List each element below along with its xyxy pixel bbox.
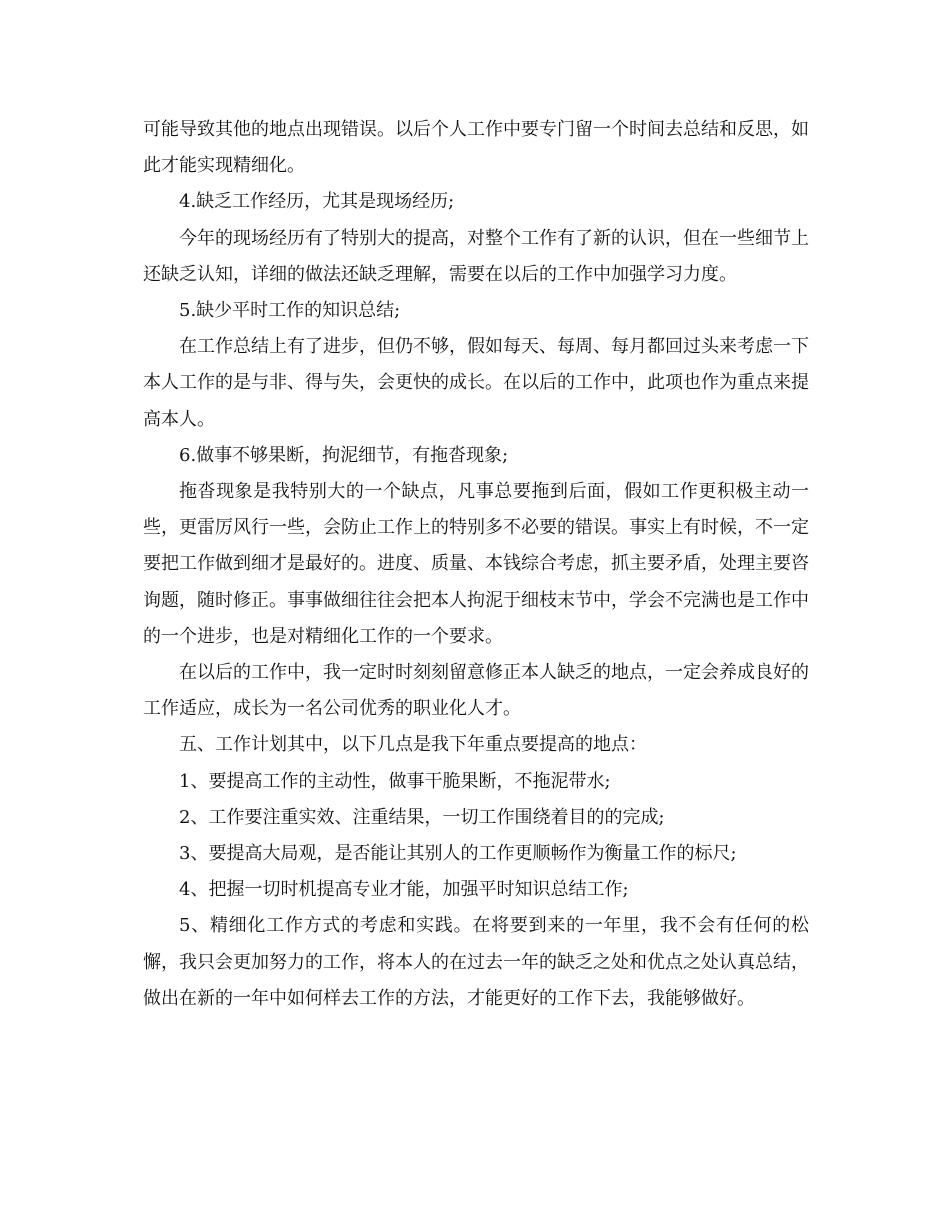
plan-item-4: 4、把握一切时机提高专业才能，加强平时知识总结工作; xyxy=(179,879,629,901)
paragraph-item-5-body: 在工作总结上有了进步，但仍不够，假如每天、每周、每月都回过头来考虑一下本人工作的是与非、得与失，会更快的成长。在以后的工作中，此项也作为重点来提高本人。 xyxy=(143,336,809,430)
plan-item-3: 3、要提高大局观，是否能让其别人的工作更顺畅作为衡量工作的标尺; xyxy=(179,843,737,865)
paragraph-item-6-body: 拖沓现象是我特别大的一个缺点，凡事总要拖到后面，假如工作更积极主动一些，更雷厉风行一些，会防止工作上的特别多不必要的错误。事实上有时候，不一定要把工作做到细才是最好的。进度、质量、本钱综合考虑，抓主要矛盾，处理主要咨询题，随时修正。事事做细往往会把本人拘泥于细枝末节中，学会不完满也是工作中的一个进步，也是对精细化工作的一个要求。 xyxy=(143,481,809,647)
plan-item-1: 1、要提高工作的主动性，做事干脆果断，不拖泥带水; xyxy=(179,770,611,792)
section-heading-work-plan: 五、工作计划其中，以下几点是我下年重点要提高的地点： xyxy=(179,734,647,756)
plan-item-2: 2、工作要注重实效、注重结果，一切工作围绕着目的的完成; xyxy=(179,806,665,828)
document-page xyxy=(143,112,809,1017)
paragraph-item-4-body: 今年的现场经历有了特别大的提高，对整个工作有了新的认识，但在一些细节上还缺乏认知，详细的做法还缺乏理解，需要在以后的工作中加强学习力度。 xyxy=(143,227,809,285)
paragraph-conclusion: 在以后的工作中，我一定时时刻刻留意修正本人缺乏的地点，一定会养成良好的工作适应，成长为一名公司优秀的职业化人才。 xyxy=(143,662,809,720)
heading-item-6: 6.做事不够果断，拘泥细节，有拖沓现象; xyxy=(179,444,509,466)
heading-item-5: 5.缺少平时工作的知识总结; xyxy=(179,300,401,322)
heading-item-4: 4.缺乏工作经历，尤其是现场经历; xyxy=(179,191,455,213)
plan-item-5: 5、精细化工作方式的考虑和实践。在将要到来的一年里，我不会有任何的松懈，我只会更加努力的工作，将本人的在过去一年的缺乏之处和优点之处认真总结，做出在新的一年中如何样去工作的方法，才能更好的工作下去，我能够做好。 xyxy=(143,915,809,1009)
paragraph-continuation: 可能导致其他的地点出现错误。以后个人工作中要专门留一个时间去总结和反思，如此才能实现精细化。 xyxy=(143,119,809,177)
